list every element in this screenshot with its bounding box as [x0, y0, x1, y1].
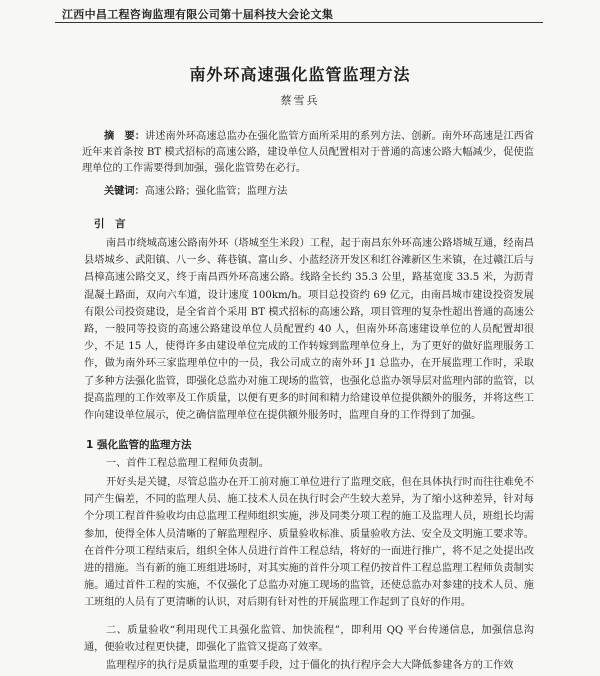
- section-1-heading: 1 强化监管的监理方法: [86, 439, 192, 451]
- subsection-2-paragraph: 二、质量验收“利用现代工具强化监管、加快流程”，即利用 QQ 平台传递信息，加强信息沟通，便验收过程更快捷，即强化了监管又提高了效率。: [84, 625, 534, 654]
- abstract-label: 摘 要：: [104, 131, 145, 142]
- keywords-text: 高速公路；强化监管；监理方法: [144, 186, 288, 197]
- abstract: [82, 129, 534, 177]
- header-rule: [55, 22, 543, 23]
- abstract-text: 讲述南外环高速总监办在强化监管方面所采用的系列方法、创新。南外环高速是江西省近年来首条按 BT 模式招标的高速公路，建设单位人员配置相对于普通的高速公路大幅减少，促使监理单位的工作需要得到加强，强化监管势在必行。: [82, 131, 535, 174]
- keywords-label: 关键词：: [104, 186, 145, 197]
- keywords: [104, 182, 544, 197]
- paper-title: 南外环高速强化监管监理方法: [189, 65, 411, 84]
- intro-heading: 引 言: [94, 218, 126, 230]
- subsection-1-heading: 一、首件工程总监理工程师负责制。: [106, 458, 269, 469]
- author-name: 蔡雪兵: [280, 94, 320, 107]
- subsection-3-partial: 监理程序的执行是质量监理的重要手段，过于僵化的执行程序会大大降低参建各方的工作效: [106, 660, 514, 671]
- abstract-paragraph: [82, 129, 534, 177]
- running-header: 江西中昌工程咨询监理有限公司第十届科技大会论文集: [62, 8, 334, 21]
- subsection-1-paragraph: 开好头是关键，尽管总监办在开工前对施工单位进行了监理交底，但在具体执行时而往往难免不同产生偏差，不同的监理人员、施工技术人员在执行时会产生较大差异，为了缩小这种差异，针对每个分项工程首件验收均由总监理工程师组织实施，涉及同类分项工程的施工及监理人员，班组长均需参加，使得全体人员清晰的了解监理程序、质量验收标准、质量验收方法、安全及文明施工要求等。在首件分项工程结束后，组织全体人员进行首件工程总结，将好的一面进行推广，将不足之处提出改进的措施。当有新的施工班组进场时，对其实施的首件分项工程仍按首件工程总监理工程师负责制实施。通过首件工程的实施，不仅强化了总监办对施工现场的监管，还使总监办对参建的技术人员、施工班组的人员有了更清晰的认识，对后期有针对性的开展监理工作起到了良好的作用。: [84, 477, 534, 609]
- intro-paragraph: 南昌市绕城高速公路南外环（塔城至生米段）工程，起于南昌东外环高速公路塔城互通，经南昌县塔城乡、武阳镇、八一乡、蒋巷镇、富山乡、小蓝经济开发区和红谷滩新区生米镇，在过赣江后与昌樟高速公路交叉，终于南昌西外环高速公路。线路全长约 35.3 公里，路基宽度 33.5 米，为沥青混凝土路面，双向六车道，设计速度 100km/h。项目总投资约 69 亿元，由南昌城市建设投资发展有限公司投资建设，是全省首个采用 BT 模式招标的高速公路，项目管理的复杂性超出普通的高速公路，一般同等投资的高速公路建设单位人员配置约 40 人，但南外环高速建设单位的人员配置却很少，不足 15 人，使得许多由建设单位完成的工作转嫁到监理单位身上，为了更好的做好监理服务工作，做为南外环三家监理单位中的一员，我公司成立的南外环 J1 总监办，在开展监理工作时，采取了多种方法强化监管，即强化总监办对施工现场的监管，也强化总监办领导层对监理内部的监管，以提高监理的工作效率及工作质量，以便有更多的时间和精力给建设单位提供额外的服务，并将这些工作向建设单位展示，使之确信监理单位在提供额外服务时，监理自身的工作得到了加强。: [84, 238, 534, 422]
